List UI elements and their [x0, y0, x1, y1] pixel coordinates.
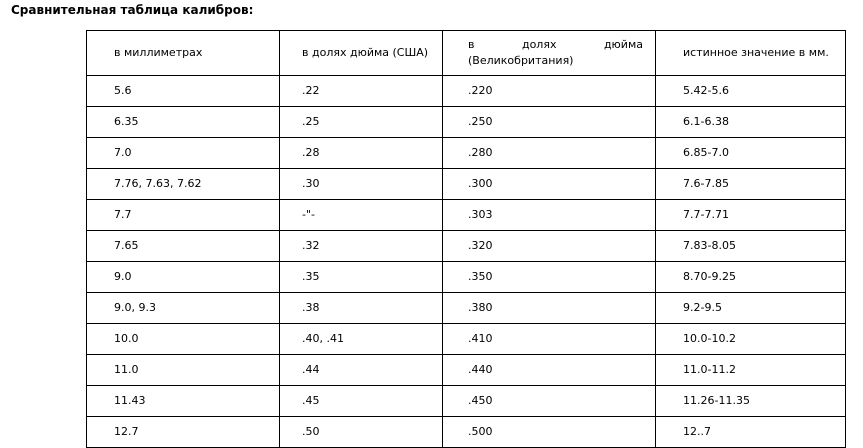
cell-inch-usa: .32	[280, 231, 443, 262]
table-row	[87, 231, 846, 262]
cell-true-value: 11.0-11.2	[656, 355, 846, 386]
cell-inch-usa: .30	[280, 169, 443, 200]
table-row	[87, 138, 846, 169]
cell-true-value: 5.42-5.6	[656, 76, 846, 107]
cell-millimeters: 6.35	[87, 107, 280, 138]
table-row	[87, 386, 846, 417]
cell-true-value: 8.70-9.25	[656, 262, 846, 293]
page-title: Сравнительная таблица калибров:	[11, 3, 254, 17]
cell-inch-usa: .25	[280, 107, 443, 138]
cell-inch-usa: .35	[280, 262, 443, 293]
table-row	[87, 200, 846, 231]
cell-inch-uk: .440	[443, 355, 656, 386]
table-row	[87, 324, 846, 355]
cell-inch-usa: .45	[280, 386, 443, 417]
cell-millimeters: 7.0	[87, 138, 280, 169]
cell-inch-uk: .450	[443, 386, 656, 417]
cell-millimeters: 7.7	[87, 200, 280, 231]
cell-inch-uk: .410	[443, 324, 656, 355]
cell-inch-uk: .250	[443, 107, 656, 138]
cell-true-value: 7.6-7.85	[656, 169, 846, 200]
table-row	[87, 355, 846, 386]
cell-inch-usa: .50	[280, 417, 443, 448]
header-millimeters: в миллиметрах	[87, 31, 280, 76]
cell-inch-usa: .44	[280, 355, 443, 386]
table-row	[87, 107, 846, 138]
cell-true-value: 11.26-11.35	[656, 386, 846, 417]
table-row	[87, 417, 846, 448]
header-inch-usa: в долях дюйма (США)	[280, 31, 443, 76]
table-header-row	[87, 31, 846, 76]
cell-millimeters: 11.43	[87, 386, 280, 417]
cell-inch-uk: .303	[443, 200, 656, 231]
cell-true-value: 9.2-9.5	[656, 293, 846, 324]
cell-inch-usa: .22	[280, 76, 443, 107]
cell-inch-uk: .320	[443, 231, 656, 262]
cell-millimeters: 7.65	[87, 231, 280, 262]
caliber-comparison-table	[86, 30, 846, 448]
cell-inch-usa: .28	[280, 138, 443, 169]
table-row	[87, 293, 846, 324]
cell-inch-usa: .40, .41	[280, 324, 443, 355]
cell-inch-uk: .280	[443, 138, 656, 169]
cell-millimeters: 9.0	[87, 262, 280, 293]
cell-true-value: 7.7-7.71	[656, 200, 846, 231]
cell-inch-uk: .500	[443, 417, 656, 448]
table-body	[87, 76, 846, 448]
cell-true-value: 12..7	[656, 417, 846, 448]
table-row	[87, 76, 846, 107]
cell-millimeters: 7.76, 7.63, 7.62	[87, 169, 280, 200]
header-inch-uk: в долях дюйма (Великобритания)	[443, 31, 656, 76]
cell-millimeters: 9.0, 9.3	[87, 293, 280, 324]
cell-true-value: 7.83-8.05	[656, 231, 846, 262]
cell-inch-uk: .350	[443, 262, 656, 293]
header-true-value: истинное значение в мм.	[656, 31, 846, 76]
cell-true-value: 10.0-10.2	[656, 324, 846, 355]
cell-inch-usa: -"-	[280, 200, 443, 231]
cell-millimeters: 10.0	[87, 324, 280, 355]
cell-inch-usa: .38	[280, 293, 443, 324]
cell-inch-uk: .300	[443, 169, 656, 200]
cell-millimeters: 5.6	[87, 76, 280, 107]
cell-millimeters: 12.7	[87, 417, 280, 448]
cell-true-value: 6.85-7.0	[656, 138, 846, 169]
cell-true-value: 6.1-6.38	[656, 107, 846, 138]
table-row	[87, 262, 846, 293]
cell-millimeters: 11.0	[87, 355, 280, 386]
table-row	[87, 169, 846, 200]
cell-inch-uk: .220	[443, 76, 656, 107]
cell-inch-uk: .380	[443, 293, 656, 324]
